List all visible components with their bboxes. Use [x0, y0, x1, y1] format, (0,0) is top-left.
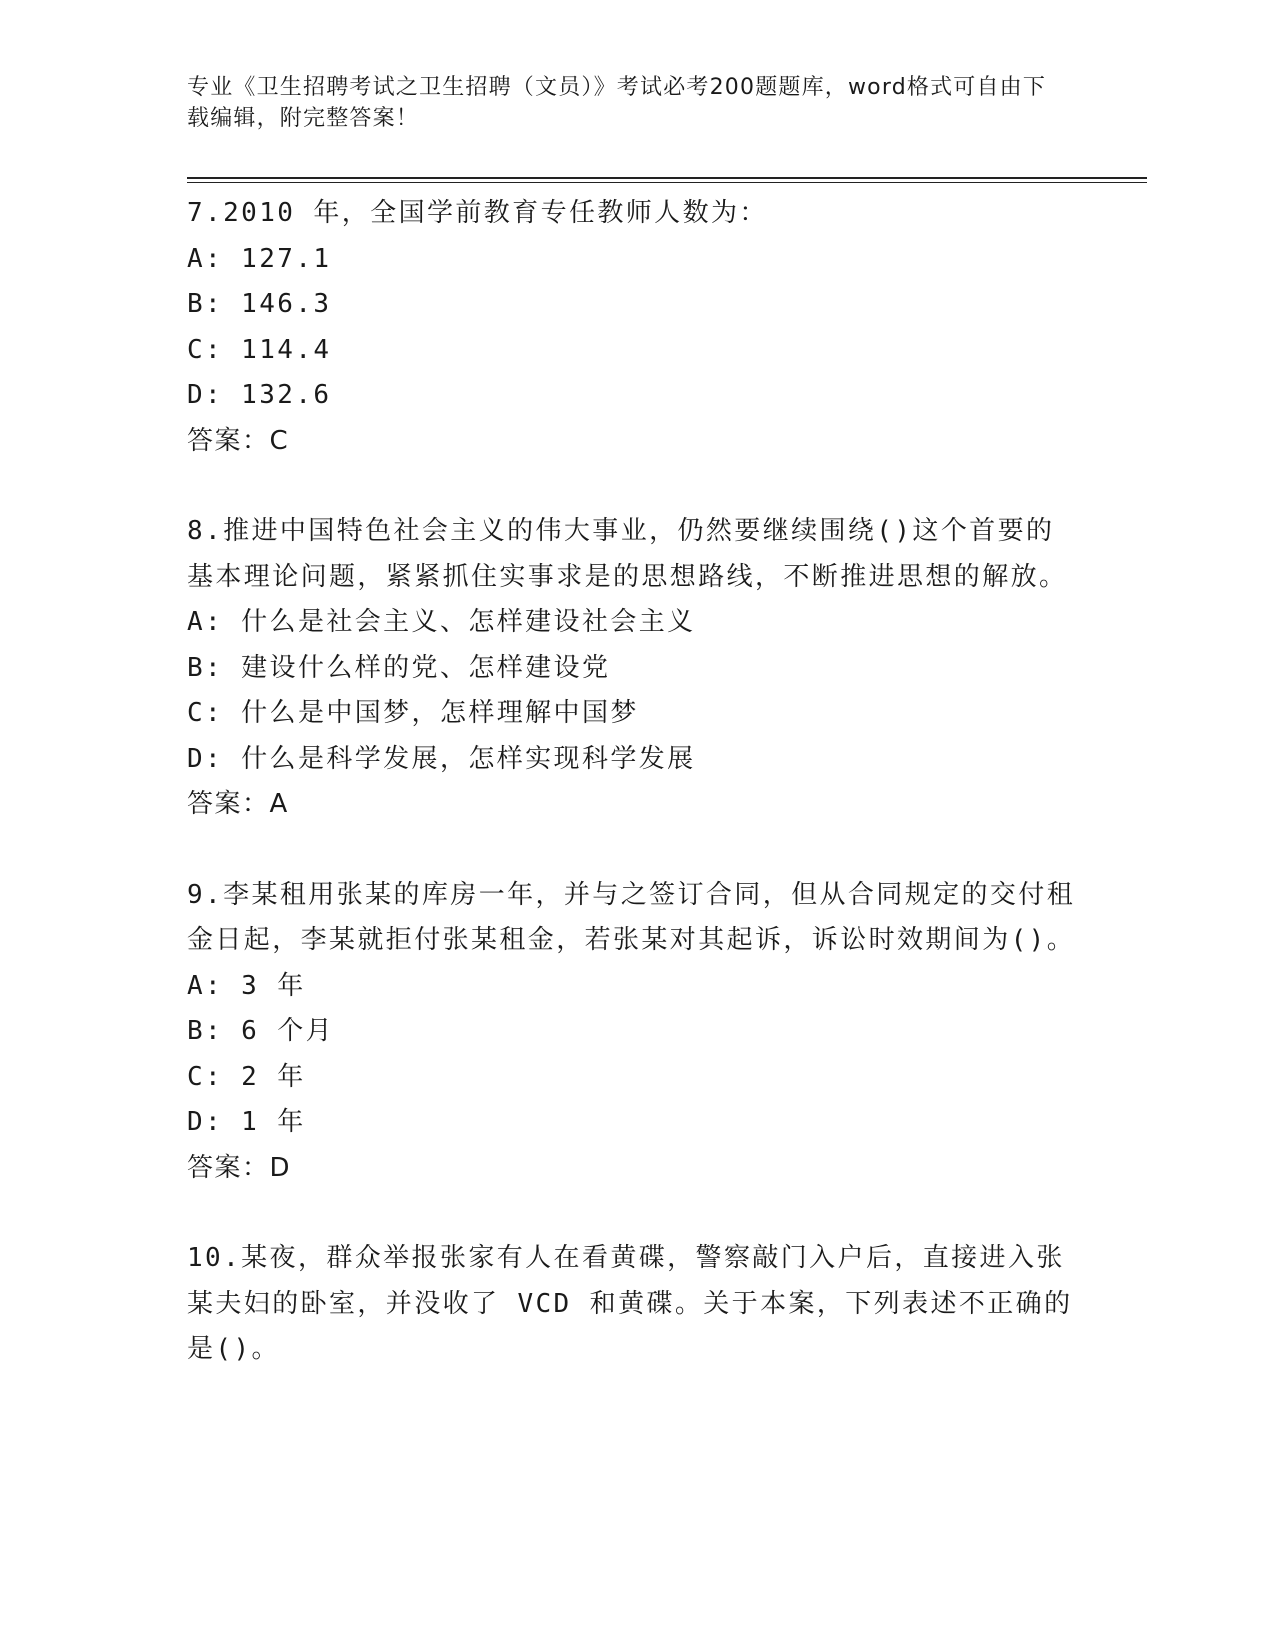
question-9 [187, 873, 1082, 1192]
option-a: A: 127.1 [187, 243, 332, 274]
question-text: 9.李某租用张某的库房一年，并与之签订合同，但从合同规定的交付租金日起，李某就拒付张某租金，若张某对其起诉，诉讼时效期间为()。 [187, 879, 1076, 955]
document-header [187, 72, 1067, 134]
question-text: 10.某夜，群众举报张家有人在看黄碟，警察敲门入户后，直接进入张某夫妇的卧室，并没收了 VCD 和黄碟。关于本案，下列表述不正确的是()。 [187, 1243, 1073, 1364]
header-text: 专业《卫生招聘考试之卫生招聘（文员）》考试必考200题题库，word格式可自由下载编辑，附完整答案！ [187, 75, 1047, 131]
question-7 [187, 191, 1082, 464]
answer: 答案：C [187, 425, 290, 456]
option-c: C: 114.4 [187, 334, 332, 365]
option-b: B: 6 个月 [187, 1016, 335, 1046]
option-c: C: 什么是中国梦，怎样理解中国梦 [187, 698, 639, 728]
question-8 [187, 509, 1082, 828]
option-b: B: 建设什么样的党、怎样建设党 [187, 652, 611, 683]
option-b: B: 146.3 [187, 289, 332, 319]
option-a: A: 3 年 [187, 970, 306, 1001]
header-divider-thin [187, 182, 1147, 183]
option-d: D: 1 年 [187, 1107, 306, 1137]
option-d: D: 什么是科学发展，怎样实现科学发展 [187, 743, 696, 774]
header-divider-thick [187, 177, 1147, 179]
answer: 答案：D [187, 1152, 292, 1183]
option-d: D: 132.6 [187, 380, 332, 410]
option-a: A: 什么是社会主义、怎样建设社会主义 [187, 607, 696, 637]
question-text: 8.推进中国特色社会主义的伟大事业，仍然要继续围绕()这个首要的基本理论问题，紧紧抓住实事求是的思想路线，不断推进思想的解放。 [187, 516, 1068, 592]
answer: 答案：A [187, 789, 289, 819]
question-10 [187, 1236, 1082, 1373]
question-text: 7.2010 年，全国学前教育专任教师人数为： [187, 198, 768, 228]
option-c: C: 2 年 [187, 1061, 306, 1092]
question-list [187, 191, 1082, 1418]
